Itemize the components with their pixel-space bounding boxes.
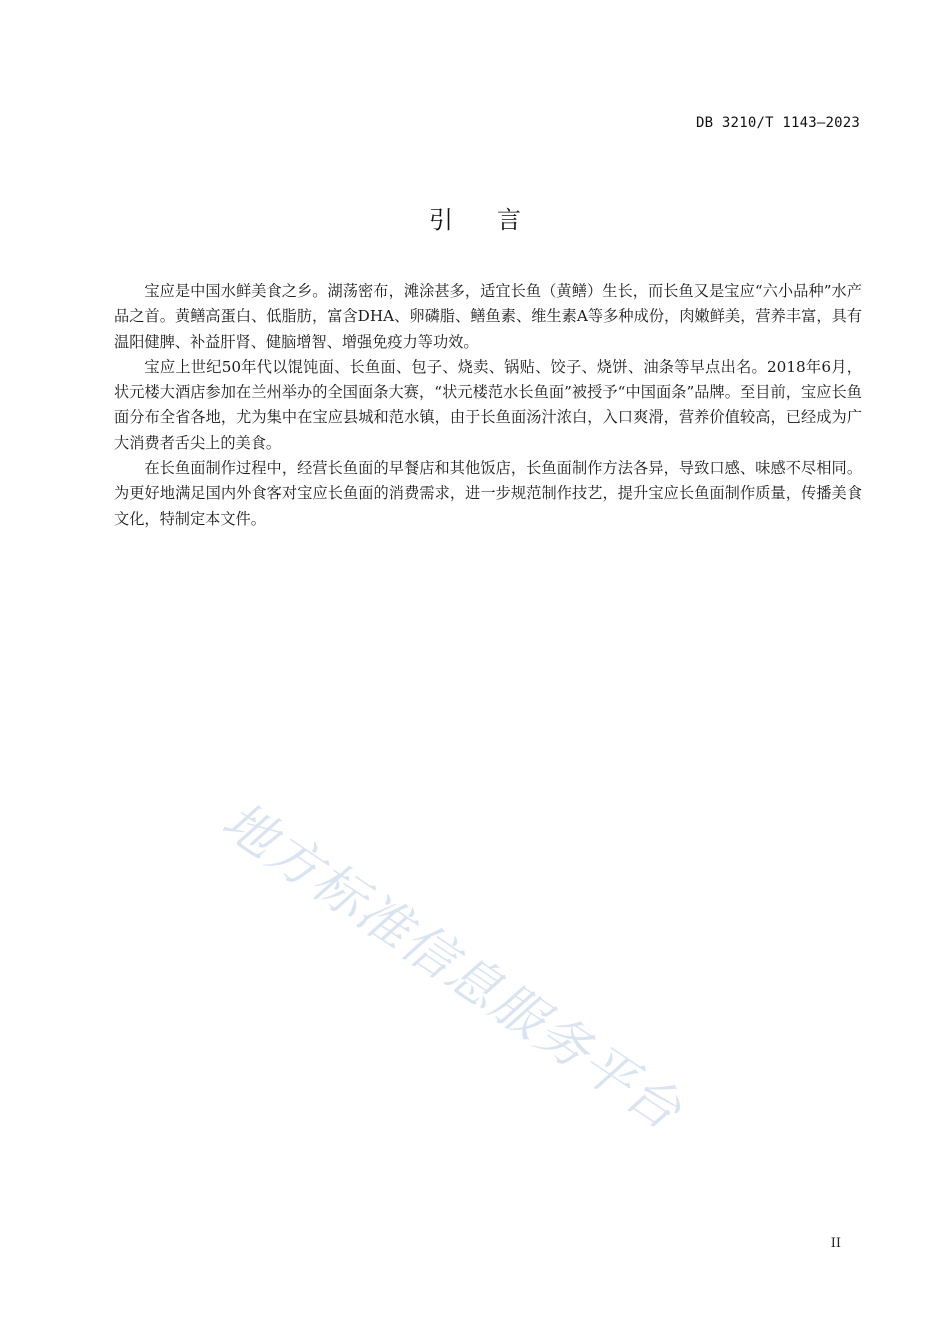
- paragraph-3: 在长鱼面制作过程中，经营长鱼面的早餐店和其他饭店，长鱼面制作方法各异，导致口感、味感不尽相同。为更好地满足国内外食客对宝应长鱼面的消费需求，进一步规范制作技艺，提升宝应长鱼面制作质量，传播美食文化，特制定本文件。: [114, 459, 862, 528]
- paragraph-2: 宝应上世纪50年代以馄饨面、长鱼面、包子、烧卖、锅贴、饺子、烧饼、油条等早点出名。2018年6月，状元楼大酒店参加在兰州举办的全国面条大赛，“状元楼范水长鱼面”被授予“中国面条”品牌。至目前，宝应长鱼面分布全省各地，尤为集中在宝应县城和范水镇，由于长鱼面汤汁浓白，入口爽滑，营养价值较高，已经成为广大消费者舌尖上的美食。: [114, 357, 862, 452]
- section-title-char-1: 引: [429, 206, 453, 234]
- page-number: II: [830, 1236, 841, 1251]
- document-code: DB 3210/T 1143—2023: [696, 115, 860, 131]
- watermark: 地方标准信息服务平台: [211, 790, 693, 1143]
- introduction-body: [114, 279, 862, 532]
- section-title-char-2: 言: [497, 206, 521, 234]
- paragraph-1: 宝应是中国水鲜美食之乡。湖荡密布，滩涂甚多，适宜长鱼（黄鳝）生长，而长鱼又是宝应“六小品种”水产品之首。黄鳝高蛋白、低脂肪，富含DHA、卵磷脂、鳝鱼素、维生素A等多种成份，肉嫩鲜美，营养丰富，具有温阳健脾、补益肝肾、健脑增智、增强免疫力等功效。: [114, 282, 862, 351]
- section-title: [0, 200, 950, 235]
